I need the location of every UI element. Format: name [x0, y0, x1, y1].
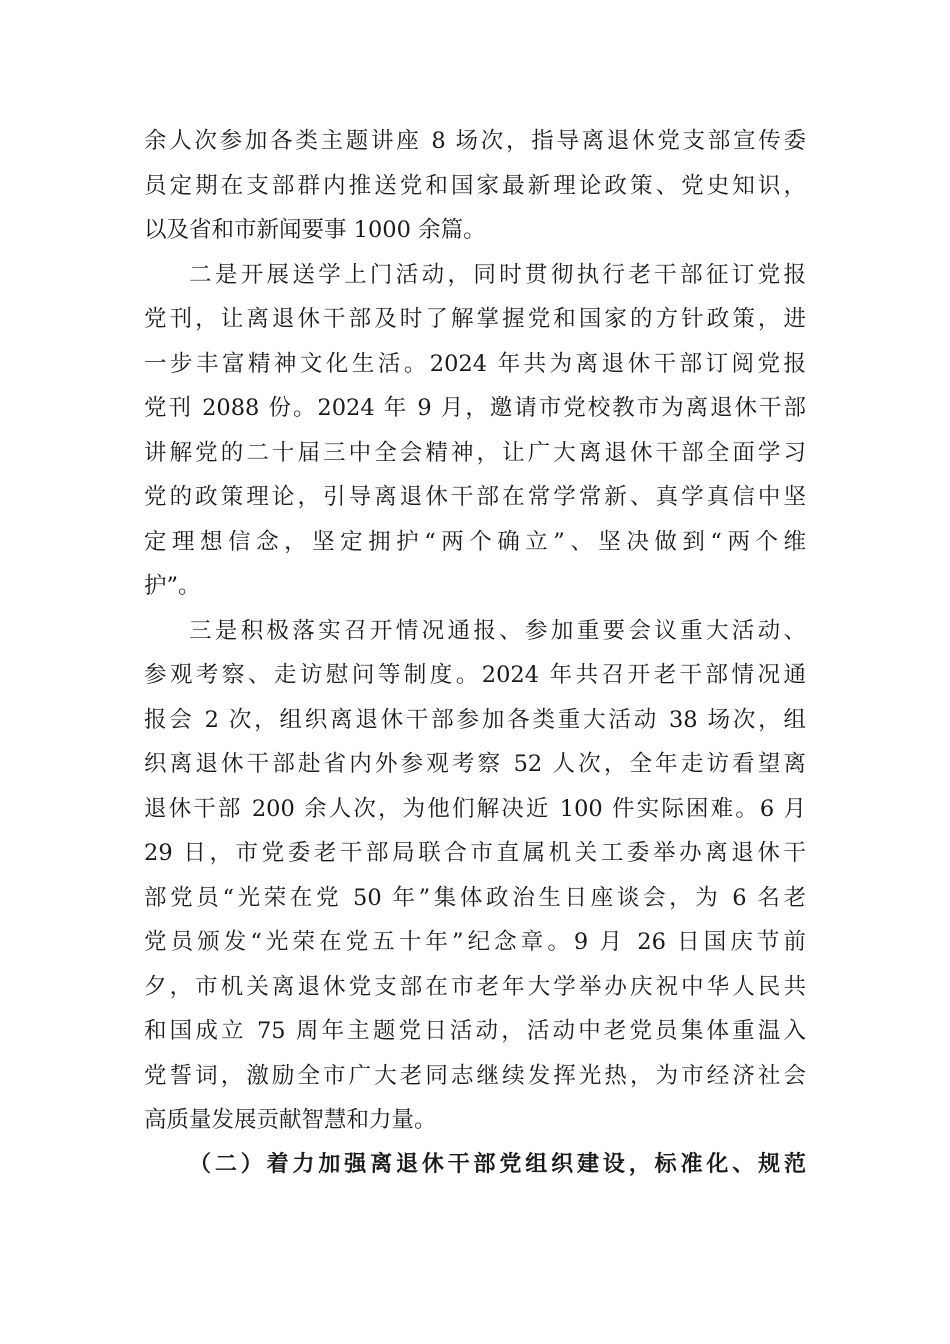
- text-line: 二是开展送学上门活动，同时贯彻执行老干部征订党报: [189, 261, 806, 288]
- paragraph: [144, 253, 806, 609]
- text-line: 三是积极落实召开情况通报、参加重要会议重大活动、: [189, 617, 806, 644]
- text-line: 余人次参加各类主题讲座 8 场次，指导离退休党支部宣传委: [144, 128, 806, 154]
- text-line: 部党员“光荣在党 50 年”集体政治生日座谈会，为 6 名老: [144, 884, 806, 911]
- text-line: 党刊，让离退休干部及时了解掌握党和国家的方针政策，进: [144, 306, 806, 332]
- text-line: 一步丰富精神文化生活。2024 年共为离退休干部订阅党报: [144, 350, 806, 377]
- text-line: 退休干部 200 余人次，为他们解决近 100 件实际困难。6 月: [144, 795, 806, 822]
- text-line: 和国成立 75 周年主题党日活动，活动中老党员集体重温入: [144, 1018, 806, 1044]
- text-line: 以及省和市新闻要事 1000 余篇。: [144, 217, 486, 243]
- text-line: 29 日，市党委老干部局联合市直属机关工委举办离退休干: [144, 840, 806, 866]
- text-line: 高质量发展贡献智慧和力量。: [144, 1107, 437, 1133]
- text-line: 报会 2 次，组织离退休干部参加各类重大活动 38 场次，组: [144, 706, 806, 733]
- text-line: 夕，市机关离退休党支部在市老年大学举办庆祝中华人民共: [144, 973, 806, 1000]
- body-text: [144, 119, 806, 1187]
- text-line: 参观考察、走访慰问等制度。2024 年共召开老干部情况通: [144, 662, 806, 688]
- text-line: 定理想信念，坚定拥护“两个确立”、坚决做到“两个维: [144, 528, 806, 555]
- text-line: 员定期在支部群内推送党和国家最新理论政策、党史知识，: [144, 172, 806, 199]
- paragraph: [144, 119, 806, 253]
- paragraph: [144, 609, 806, 1143]
- text-line: 党誓词，激励全市广大老同志继续发挥光热，为市经济社会: [144, 1062, 806, 1089]
- text-line: 党刊 2088 份。2024 年 9 月，邀请市党校教市为离退休干部: [144, 395, 806, 421]
- text-line: 护”。: [144, 573, 201, 599]
- text-line: 党员颁发“光荣在党五十年”纪念章。9 月 26 日国庆节前: [144, 929, 806, 955]
- text-line: 党的政策理论，引导离退休干部在常学常新、真学真信中坚: [144, 484, 806, 510]
- section-heading: （二）着力加强离退休干部党组织建设，标准化、规范: [189, 1151, 806, 1177]
- text-line: 讲解党的二十届三中全会精神，让广大离退休干部全面学习: [144, 439, 806, 466]
- text-line: 织离退休干部赴省内外参观考察 52 人次，全年走访看望离: [144, 751, 806, 777]
